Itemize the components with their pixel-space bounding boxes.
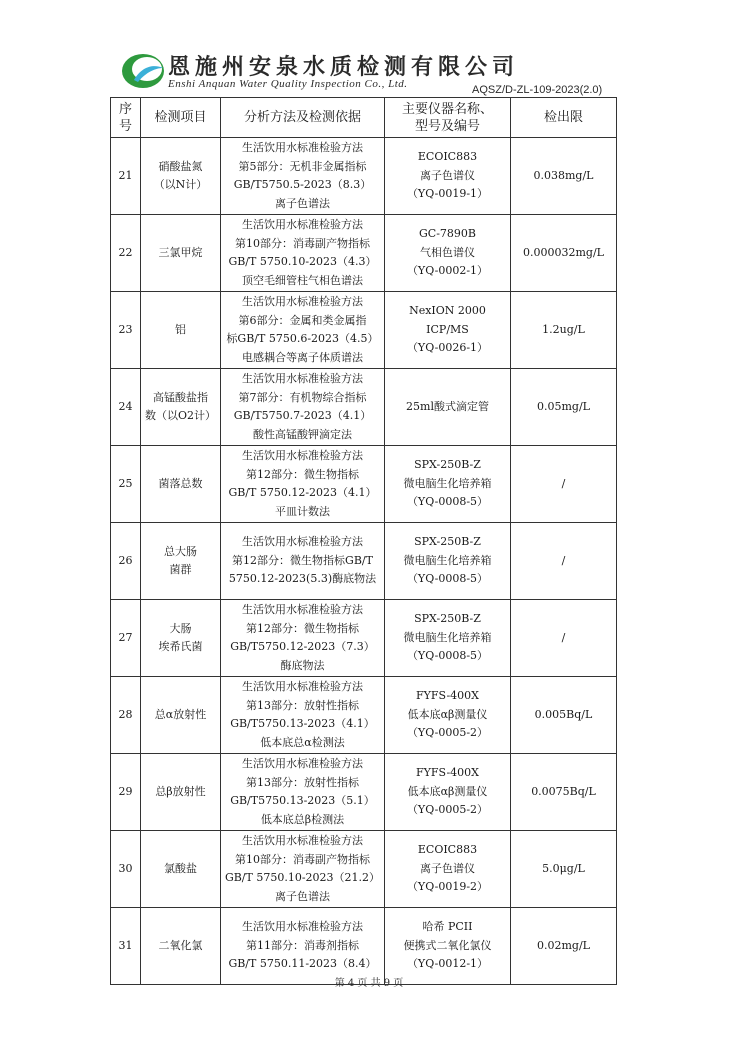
cell-item: 总β放射性 [141, 754, 221, 831]
cell-instrument: 哈希 PCII 便携式二氧化氯仪 （YQ-0012-1） [385, 908, 511, 985]
cell-limit: 0.000032mg/L [511, 215, 617, 292]
cell-instrument: FYFS-400X 低本底αβ测量仪 （YQ-0005-2） [385, 754, 511, 831]
cell-limit: 0.05mg/L [511, 369, 617, 446]
cell-no: 30 [111, 831, 141, 908]
cell-limit: 0.0075Bq/L [511, 754, 617, 831]
cell-item: 氯酸盐 [141, 831, 221, 908]
table-row [111, 908, 617, 985]
table-row [111, 523, 617, 600]
company-name-cn: 恩施州安泉水质检测有限公司 [168, 54, 520, 80]
cell-item: 铝 [141, 292, 221, 369]
cell-no: 26 [111, 523, 141, 600]
cell-no: 21 [111, 138, 141, 215]
table-row [111, 292, 617, 369]
cell-item: 硝酸盐氮 （以N计） [141, 138, 221, 215]
cell-instrument: SPX-250B-Z 微电脑生化培养箱 （YQ-0008-5） [385, 446, 511, 523]
page-footer: 第 4 页 共 9 页 [334, 978, 404, 989]
cell-item: 总大肠 菌群 [141, 523, 221, 600]
cell-method: 生活饮用水标准检验方法 第12部分：微生物指标 GB/T 5750.12-2023（4.1） 平皿计数法 [221, 446, 385, 523]
cell-no: 29 [111, 754, 141, 831]
cell-instrument: ECOIC883 离子色谱仪 （YQ-0019-1） [385, 138, 511, 215]
cell-limit: / [511, 446, 617, 523]
inspection-methods-table [110, 97, 617, 985]
company-logo-icon [120, 50, 166, 90]
cell-instrument: ECOIC883 离子色谱仪 （YQ-0019-2） [385, 831, 511, 908]
cell-item: 总α放射性 [141, 677, 221, 754]
cell-method: 生活饮用水标准检验方法 第13部分：放射性指标 GB/T5750.13-2023（4.1） 低本底总α检测法 [221, 677, 385, 754]
cell-limit: 0.005Bq/L [511, 677, 617, 754]
table-row [111, 138, 617, 215]
header-item: 检测项目 [141, 98, 221, 138]
cell-no: 28 [111, 677, 141, 754]
table-header-row [111, 98, 617, 138]
cell-limit: 5.0μg/L [511, 831, 617, 908]
cell-instrument: 25ml酸式滴定管 [385, 369, 511, 446]
cell-no: 31 [111, 908, 141, 985]
cell-method: 生活饮用水标准检验方法 第10部分：消毒副产物指标 GB/T 5750.10-2023（21.2） 离子色谱法 [221, 831, 385, 908]
document-code: AQSZ/D-ZL-109-2023(2.0) [472, 84, 603, 96]
cell-instrument: FYFS-400X 低本底αβ测量仪 （YQ-0005-2） [385, 677, 511, 754]
cell-method: 生活饮用水标准检验方法 第13部分：放射性指标 GB/T5750.13-2023（5.1） 低本底总β检测法 [221, 754, 385, 831]
cell-limit: 0.02mg/L [511, 908, 617, 985]
cell-item: 高锰酸盐指 数（以O2计） [141, 369, 221, 446]
cell-method: 生活饮用水标准检验方法 第6部分：金属和类金属指 标GB/T 5750.6-2023（4.5） 电感耦合等离子体质谱法 [221, 292, 385, 369]
cell-instrument: SPX-250B-Z 微电脑生化培养箱 （YQ-0008-5） [385, 523, 511, 600]
cell-instrument: GC-7890B 气相色谱仪 （YQ-0002-1） [385, 215, 511, 292]
cell-item: 菌落总数 [141, 446, 221, 523]
header-no: 序 号 [111, 98, 141, 138]
cell-method: 生活饮用水标准检验方法 第11部分：消毒剂指标 GB/T 5750.11-2023（8.4） [221, 908, 385, 985]
cell-method: 生活饮用水标准检验方法 第5部分：无机非金属指标 GB/T5750.5-2023（8.3） 离子色谱法 [221, 138, 385, 215]
header-instrument: 主要仪器名称、 型号及编号 [385, 98, 511, 138]
cell-instrument: SPX-250B-Z 微电脑生化培养箱 （YQ-0008-5） [385, 600, 511, 677]
table-row [111, 446, 617, 523]
cell-no: 24 [111, 369, 141, 446]
company-name-en: Enshi Anquan Water Quality Inspection Co., Ltd. [168, 78, 408, 90]
cell-item: 大肠 埃希氏菌 [141, 600, 221, 677]
cell-no: 22 [111, 215, 141, 292]
cell-limit: / [511, 600, 617, 677]
table-row [111, 215, 617, 292]
cell-no: 23 [111, 292, 141, 369]
cell-item: 三氯甲烷 [141, 215, 221, 292]
cell-limit: / [511, 523, 617, 600]
cell-instrument: NexION 2000 ICP/MS （YQ-0026-1） [385, 292, 511, 369]
cell-method: 生活饮用水标准检验方法 第10部分：消毒副产物指标 GB/T 5750.10-2023（4.3） 顶空毛细管柱气相色谱法 [221, 215, 385, 292]
header-limit: 检出限 [511, 98, 617, 138]
cell-limit: 0.038mg/L [511, 138, 617, 215]
cell-no: 25 [111, 446, 141, 523]
header-method: 分析方法及检测依据 [221, 98, 385, 138]
table-row [111, 600, 617, 677]
table-row [111, 677, 617, 754]
table-row [111, 369, 617, 446]
table-row [111, 754, 617, 831]
table-row [111, 831, 617, 908]
cell-item: 二氧化氯 [141, 908, 221, 985]
cell-method: 生活饮用水标准检验方法 第7部分：有机物综合指标 GB/T5750.7-2023（4.1） 酸性高锰酸钾滴定法 [221, 369, 385, 446]
cell-method: 生活饮用水标准检验方法 第12部分：微生物指标 GB/T5750.12-2023（7.3） 酶底物法 [221, 600, 385, 677]
cell-no: 27 [111, 600, 141, 677]
cell-limit: 1.2ug/L [511, 292, 617, 369]
cell-method: 生活饮用水标准检验方法 第12部分：微生物指标GB/T 5750.12-2023(5.3)酶底物法 [221, 523, 385, 600]
